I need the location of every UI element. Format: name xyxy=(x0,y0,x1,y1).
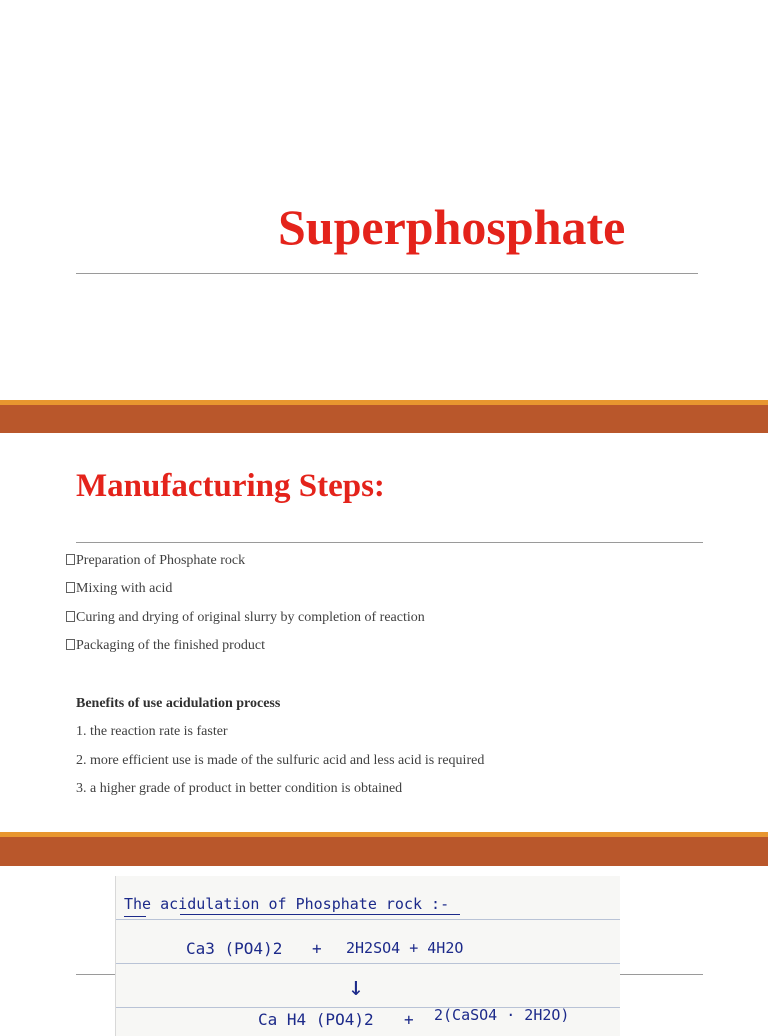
slide-2-title: Manufacturing Steps: xyxy=(76,468,385,504)
benefit-item: 3. a higher grade of product in better condition is obtained xyxy=(76,780,403,796)
bullet-icon xyxy=(66,639,75,650)
benefit-item: 2. more efficient use is made of the sulfuric acid and less acid is required xyxy=(76,752,485,768)
title-divider xyxy=(76,542,703,543)
slide-1 xyxy=(0,0,768,400)
slide-separator-band xyxy=(0,400,768,433)
list-item: Mixing with acid xyxy=(66,579,425,607)
list-item: Preparation of Phosphate rock xyxy=(66,551,425,579)
slide-1-title: Superphosphate xyxy=(278,199,626,255)
slide-2 xyxy=(0,433,768,832)
list-item: Curing and drying of original slurry by completion of reaction xyxy=(66,608,425,636)
note-underline xyxy=(180,914,460,915)
product-2: 2(CaSO4 · 2H2O) xyxy=(434,1006,570,1024)
bullet-icon xyxy=(66,611,75,622)
reactant-1: Ca3 (PO4)2 xyxy=(186,939,283,958)
note-title: The acidulation of Phosphate rock :- xyxy=(124,895,450,913)
title-divider xyxy=(76,273,698,274)
product-1: Ca H4 (PO4)2 xyxy=(258,1010,374,1029)
benefit-item: 1. the reaction rate is faster xyxy=(76,724,228,740)
plus-sign: + xyxy=(404,1010,414,1029)
note-underline xyxy=(124,916,146,917)
reactant-2: 2H2SO4 + 4H2O xyxy=(346,939,464,957)
slide-separator-band xyxy=(0,832,768,866)
bullet-icon xyxy=(66,554,75,565)
benefits-block xyxy=(76,694,484,807)
benefits-heading: Benefits of use acidulation process xyxy=(76,696,281,711)
reaction-arrow: ↓ xyxy=(348,972,364,1002)
list-item: Packaging of the finished product xyxy=(66,636,425,664)
plus-sign: + xyxy=(312,939,322,958)
bullet-icon xyxy=(66,582,75,593)
manufacturing-steps-list xyxy=(66,551,425,664)
handwritten-note-image xyxy=(115,876,620,1036)
